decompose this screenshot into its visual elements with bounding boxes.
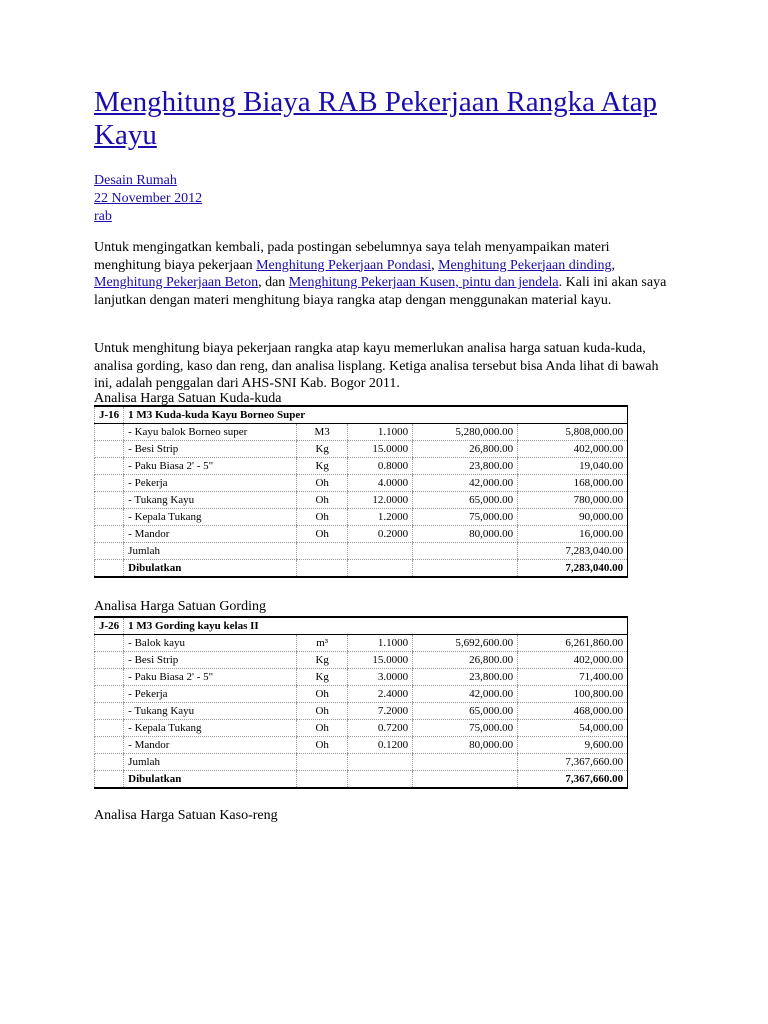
table-heading-row — [95, 406, 628, 424]
dibulatkan-value: 7,367,660.00 — [518, 771, 628, 789]
article-title-link[interactable]: Menghitung Biaya RAB Pekerjaan Rangka Atap Kayu — [94, 86, 657, 151]
dibulatkan-row — [95, 771, 628, 789]
item-unit: Oh — [297, 737, 348, 754]
item-total: 168,000.00 — [518, 475, 628, 492]
dibulatkan-label: Dibulatkan — [124, 771, 297, 789]
item-total: 9,600.00 — [518, 737, 628, 754]
item-total: 5,808,000.00 — [518, 424, 628, 441]
item-coefficient: 3.0000 — [348, 669, 413, 686]
article-meta — [94, 172, 202, 226]
item-name: - Besi Strip — [124, 652, 297, 669]
table-row — [95, 492, 628, 509]
row-code — [95, 754, 124, 771]
item-coefficient: 1.1000 — [348, 635, 413, 652]
row-code — [95, 737, 124, 754]
caption-gording: Analisa Harga Satuan Gording — [94, 599, 266, 614]
item-name: - Pekerja — [124, 475, 297, 492]
item-unit-price: 80,000.00 — [413, 737, 518, 754]
item-name: - Kepala Tukang — [124, 509, 297, 526]
item-unit-price: 80,000.00 — [413, 526, 518, 543]
item-total: 71,400.00 — [518, 669, 628, 686]
item-coefficient: 7.2000 — [348, 703, 413, 720]
item-total: 780,000.00 — [518, 492, 628, 509]
jumlah-row — [95, 543, 628, 560]
item-name: - Kepala Tukang — [124, 720, 297, 737]
intro-paragraph — [94, 239, 674, 309]
table-row — [95, 441, 628, 458]
row-code — [95, 635, 124, 652]
row-code — [95, 686, 124, 703]
item-unit: Oh — [297, 475, 348, 492]
empty-cell — [348, 754, 413, 771]
table-row — [95, 458, 628, 475]
table-row — [95, 509, 628, 526]
item-total: 6,261,860.00 — [518, 635, 628, 652]
item-coefficient: 0.7200 — [348, 720, 413, 737]
row-code — [95, 720, 124, 737]
item-name: - Tukang Kayu — [124, 492, 297, 509]
jumlah-label: Jumlah — [124, 754, 297, 771]
table-heading-row — [95, 617, 628, 635]
item-unit-price: 42,000.00 — [413, 686, 518, 703]
item-total: 402,000.00 — [518, 652, 628, 669]
table-row — [95, 669, 628, 686]
empty-cell — [297, 543, 348, 560]
category-link[interactable]: Desain Rumah — [94, 173, 177, 188]
item-coefficient: 0.8000 — [348, 458, 413, 475]
item-name: - Kayu balok Borneo super — [124, 424, 297, 441]
separator: , — [431, 257, 439, 273]
row-code — [95, 509, 124, 526]
item-unit-price: 5,280,000.00 — [413, 424, 518, 441]
empty-cell — [413, 754, 518, 771]
table-row — [95, 652, 628, 669]
item-unit: Oh — [297, 720, 348, 737]
item-unit: Oh — [297, 526, 348, 543]
item-unit-price: 75,000.00 — [413, 509, 518, 526]
row-code — [95, 458, 124, 475]
analysis-code: J-16 — [95, 406, 124, 424]
analysis-heading: 1 M3 Gording kayu kelas II — [124, 617, 628, 635]
caption-kaso-reng: Analisa Harga Satuan Kaso-reng — [94, 808, 278, 823]
analysis-code: J-26 — [95, 617, 124, 635]
item-unit-price: 23,800.00 — [413, 458, 518, 475]
item-total: 402,000.00 — [518, 441, 628, 458]
item-coefficient: 12.0000 — [348, 492, 413, 509]
row-code — [95, 669, 124, 686]
empty-cell — [297, 560, 348, 578]
item-unit: Oh — [297, 492, 348, 509]
item-name: - Paku Biasa 2' - 5" — [124, 669, 297, 686]
item-unit-price: 23,800.00 — [413, 669, 518, 686]
item-coefficient: 1.2000 — [348, 509, 413, 526]
empty-cell — [413, 560, 518, 578]
empty-cell — [348, 543, 413, 560]
item-coefficient: 1.1000 — [348, 424, 413, 441]
item-unit: M3 — [297, 424, 348, 441]
item-name: - Besi Strip — [124, 441, 297, 458]
row-code — [95, 441, 124, 458]
item-coefficient: 15.0000 — [348, 652, 413, 669]
item-unit-price: 65,000.00 — [413, 492, 518, 509]
table-row — [95, 737, 628, 754]
table-row — [95, 720, 628, 737]
empty-cell — [413, 543, 518, 560]
caption-kuda-kuda: Analisa Harga Satuan Kuda-kuda — [94, 391, 282, 406]
tag-link[interactable]: rab — [94, 209, 112, 224]
item-unit: Oh — [297, 686, 348, 703]
jumlah-value: 7,283,040.00 — [518, 543, 628, 560]
table-row — [95, 686, 628, 703]
item-unit: Oh — [297, 509, 348, 526]
item-coefficient: 0.1200 — [348, 737, 413, 754]
item-total: 19,040.00 — [518, 458, 628, 475]
link-beton[interactable]: Menghitung Pekerjaan Beton — [94, 275, 259, 290]
item-coefficient: 4.0000 — [348, 475, 413, 492]
dibulatkan-value: 7,283,040.00 — [518, 560, 628, 578]
item-total: 54,000.00 — [518, 720, 628, 737]
item-name: - Tukang Kayu — [124, 703, 297, 720]
dibulatkan-row — [95, 560, 628, 578]
item-name: - Mandor — [124, 737, 297, 754]
row-code — [95, 475, 124, 492]
table-row — [95, 703, 628, 720]
row-code — [95, 771, 124, 789]
intro-text: Untuk mengingatkan kembali, pada postingan sebelumnya saya telah menyampaikan materi menghitung biaya pekerjaan — [94, 240, 610, 273]
item-unit: Kg — [297, 669, 348, 686]
row-code — [95, 703, 124, 720]
article-title — [94, 86, 684, 152]
table-gording — [94, 616, 628, 789]
item-coefficient: 15.0000 — [348, 441, 413, 458]
item-unit-price: 75,000.00 — [413, 720, 518, 737]
row-code — [95, 424, 124, 441]
item-unit: m³ — [297, 635, 348, 652]
item-unit: Kg — [297, 441, 348, 458]
item-unit-price: 26,800.00 — [413, 441, 518, 458]
separator: , dan — [258, 275, 289, 290]
empty-cell — [413, 771, 518, 789]
item-name: - Mandor — [124, 526, 297, 543]
item-total: 468,000.00 — [518, 703, 628, 720]
jumlah-row — [95, 754, 628, 771]
empty-cell — [348, 560, 413, 578]
empty-cell — [297, 771, 348, 789]
empty-cell — [348, 771, 413, 789]
item-unit-price: 5,692,600.00 — [413, 635, 518, 652]
row-code — [95, 492, 124, 509]
item-total: 90,000.00 — [518, 509, 628, 526]
table-row — [95, 526, 628, 543]
item-coefficient: 2.4000 — [348, 686, 413, 703]
item-name: - Balok kayu — [124, 635, 297, 652]
item-unit-price: 26,800.00 — [413, 652, 518, 669]
table-kuda-kuda — [94, 405, 628, 578]
dibulatkan-label: Dibulatkan — [124, 560, 297, 578]
date-link[interactable]: 22 November 2012 — [94, 191, 203, 206]
jumlah-label: Jumlah — [124, 543, 297, 560]
row-code — [95, 543, 124, 560]
link-dinding[interactable]: Menghitung Pekerjaan dinding — [438, 257, 612, 273]
second-paragraph: Untuk menghitung biaya pekerjaan rangka atap kayu memerlukan analisa harga satuan kuda-kuda, analisa gording, kaso dan reng, dan analisa lisplang. Ketiga analisa tersebut bisa Anda lihat di bawah ini, adalah penggalan dari AHS-SNI Kab. Bogor 2011. — [94, 341, 659, 391]
separator: , — [611, 257, 616, 273]
link-kusen[interactable]: Menghitung Pekerjaan Kusen, pintu dan jendela — [288, 275, 559, 290]
item-total: 100,800.00 — [518, 686, 628, 703]
empty-cell — [297, 754, 348, 771]
item-unit-price: 42,000.00 — [413, 475, 518, 492]
item-name: - Paku Biasa 2' - 5" — [124, 458, 297, 475]
link-pondasi[interactable]: Menghitung Pekerjaan Pondasi — [256, 257, 432, 273]
item-unit: Kg — [297, 652, 348, 669]
table-row — [95, 475, 628, 492]
item-unit: Kg — [297, 458, 348, 475]
table-row — [95, 635, 628, 652]
jumlah-value: 7,367,660.00 — [518, 754, 628, 771]
row-code — [95, 526, 124, 543]
row-code — [95, 652, 124, 669]
row-code — [95, 560, 124, 578]
item-name: - Pekerja — [124, 686, 297, 703]
item-total: 16,000.00 — [518, 526, 628, 543]
item-unit: Oh — [297, 703, 348, 720]
item-unit-price: 65,000.00 — [413, 703, 518, 720]
analysis-heading: 1 M3 Kuda-kuda Kayu Borneo Super — [124, 406, 628, 424]
intro-text-end: . Kali ini akan saya lanjutkan dengan materi menghitung biaya rangka atap dengan menggunakan material kayu. — [94, 275, 667, 308]
item-coefficient: 0.2000 — [348, 526, 413, 543]
table-row — [95, 424, 628, 441]
